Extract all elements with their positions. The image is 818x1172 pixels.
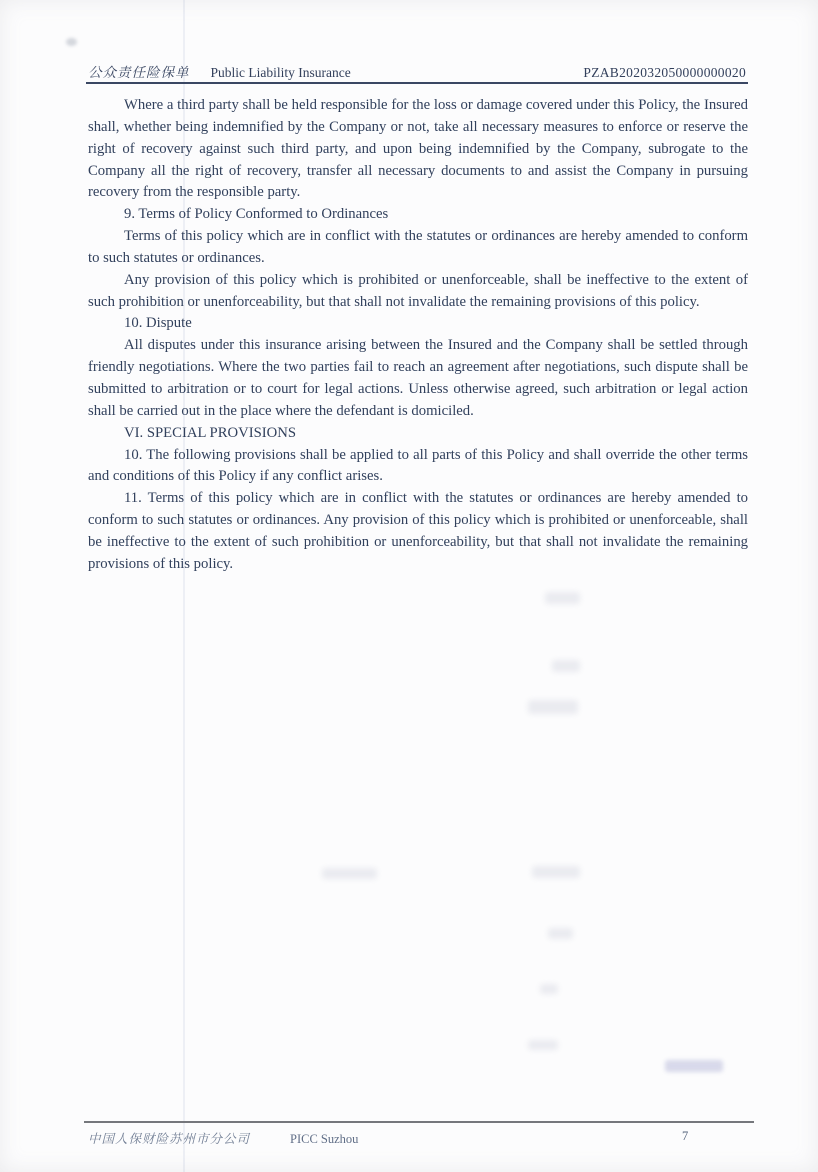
heading-dispute: 10. Dispute bbox=[124, 315, 192, 332]
scan-artifact bbox=[665, 1060, 723, 1072]
footer-company-english: PICC Suzhou bbox=[290, 1132, 359, 1146]
scan-artifact bbox=[545, 592, 580, 604]
paragraph-dispute: All disputes under this insurance arising between the Insured and the Company shall be settled through friendly negotiations. Where the two parties fail to reach an agreement after negotiations, such dispute shall be submitted to arbitration or to court for legal actions. Unless otherwise agreed, such arbitration or legal action shall be carried out in the place where the defendant is domiciled. bbox=[88, 337, 748, 419]
scan-artifact bbox=[548, 928, 573, 939]
scan-artifact bbox=[528, 1040, 558, 1050]
policy-number: PZAB202032050000000020 bbox=[583, 65, 746, 80]
scan-artifact bbox=[322, 868, 377, 879]
scan-artifact bbox=[540, 984, 558, 994]
scan-artifact bbox=[528, 700, 578, 714]
document-title-english: Public Liability Insurance bbox=[210, 65, 351, 80]
footer-rule bbox=[84, 1121, 754, 1123]
policy-text-body bbox=[88, 95, 748, 576]
paragraph-special-provision-10: 10. The following provisions shall be applied to all parts of this Policy and shall override the other terms and conditions of this Policy if any conflict arises. bbox=[88, 446, 748, 485]
document-title-chinese: 公众责任险保单 bbox=[88, 65, 190, 80]
footer-company-chinese: 中国人保财险苏州市分公司 bbox=[88, 1132, 251, 1146]
scan-speck bbox=[66, 38, 77, 46]
scan-artifact bbox=[552, 660, 580, 672]
paragraph-subrogation: Where a third party shall be held responsible for the loss or damage covered under this Policy, the Insured shall, whether being indemnified by the Company or not, take all necessary measures to enforce or reserve the right of recovery against such third party, and upon being indemnified by the Company, subrogate to the Company all the right of recovery, transfer all necessary documents to and assist the Company in pursuing recovery from the responsible party. bbox=[88, 97, 748, 201]
page-footer bbox=[88, 1129, 748, 1147]
page-header bbox=[88, 61, 746, 81]
paragraph-provision-prohibited: Any provision of this policy which is prohibited or unenforceable, shall be ineffective to the extent of such prohibition or unenforceability, but that shall not invalidate the remaining provisions of this policy. bbox=[88, 271, 748, 310]
heading-terms-conformed: 9. Terms of Policy Conformed to Ordinances bbox=[124, 206, 389, 223]
paragraph-special-provision-11: 11. Terms of this policy which are in conflict with the statutes or ordinances are hereby amended to conform to such statutes or ordinances. Any provision of this policy which is prohibited or unenforceable, shall be ineffective to the extent of such prohibition or unenforceability, but that shall not invalidate the remaining provisions of this policy. bbox=[88, 490, 748, 572]
heading-special-provisions: VI. SPECIAL PROVISIONS bbox=[124, 424, 297, 441]
scan-artifact bbox=[532, 866, 580, 878]
paragraph-terms-conformed: Terms of this policy which are in conflict with the statutes or ordinances are hereby amended to conform to such statutes or ordinances. bbox=[88, 228, 748, 266]
header-rule bbox=[86, 82, 748, 84]
page-number: 7 bbox=[682, 1129, 689, 1143]
